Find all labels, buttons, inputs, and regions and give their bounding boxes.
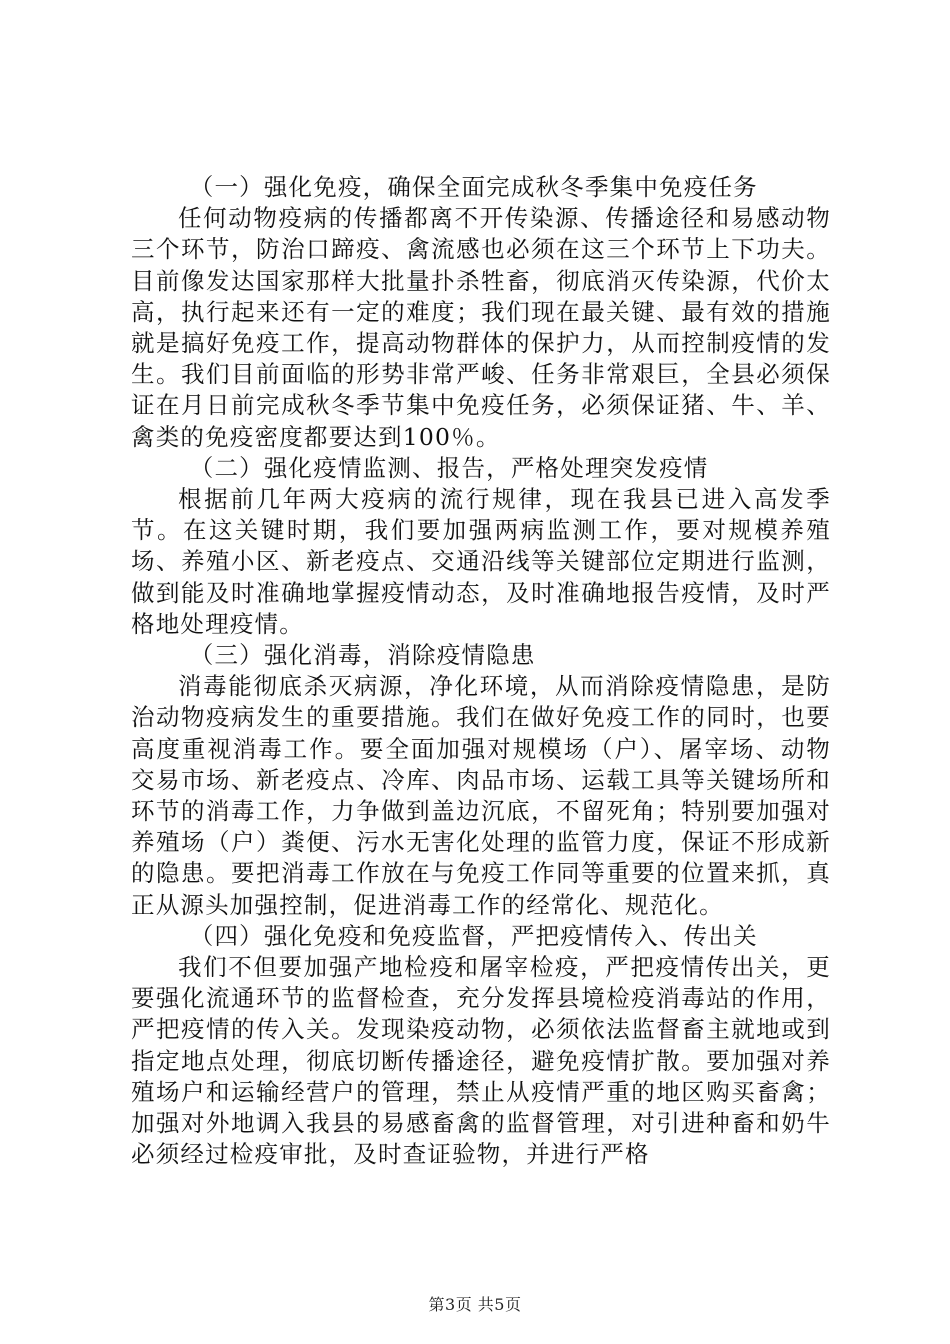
section-paragraph-3: 消毒能彻底杀灭病源，净化环境，从而消除疫情隐患，是防治动物疫病发生的重要措施。我们在做好免疫工作的同时，也要高度重视消毒工作。要全面加强对规模场（户）、屠宰场、动物交易市场、新老疫点、冷库、肉品市场、运载工具等关键场所和环节的消毒工作，力争做到盖边沉底，不留死角；特别要加强对养殖场（户）粪便、污水无害化处理的监管力度，保证不形成新的隐患。要把消毒工作放在与免疫工作同等重要的位置来抓，真正从源头加强控制，促进消毒工作的经常化、规范化。 (131, 672, 831, 919)
section-heading-1: （一）强化免疫，确保全面完成秋冬季集中免疫任务 (189, 173, 758, 201)
page-number-footer: 第3页 共5页 (428, 1295, 522, 1314)
section-paragraph-4: 我们不但要加强产地检疫和屠宰检疫，严把疫情传出关，更要强化流通环节的监督检查，充分发挥县境检疫消毒站的作用，严把疫情的传入关。发现染疫动物，必须依法监督畜主就地或到指定地点处理，彻底切断传播途径，避免疫情扩散。要加强对养殖场户和运输经营户的管理，禁止从疫情严重的地区购买畜禽；加强对外地调入我县的易感畜禽的监督管理，对引进种畜和奶牛必须经过检疫审批，及时查证验物，并进行严格 (131, 953, 831, 1169)
section-heading-4: （四）强化免疫和免疫监督，严把疫情传入、传出关 (189, 921, 758, 950)
section-paragraph-1: 任何动物疫病的传播都离不开传染源、传播途径和易感动物三个环节，防治口蹄疫、禽流感也必须在这三个环节上下功夫。目前像发达国家那样大批量扑杀牲畜，彻底消灭传染源，代价太高，执行起来还有一定的难度；我们现在最关键、最有效的措施就是搞好免疫工作，提高动物群体的保护力，从而控制疫情的发生。我们目前面临的形势非常严峻、任务非常艰巨，全县必须保证在月日前完成秋冬季节集中免疫任务，必须保证猪、牛、羊、禽类的免疫密度都要达到100％。 (131, 204, 831, 451)
section-paragraph-2: 根据前几年两大疫病的流行规律，现在我县已进入高发季节。在这关键时期，我们要加强两病监测工作，要对规模养殖场、养殖小区、新老疫点、交通沿线等关键部位定期进行监测，做到能及时准确地掌握疫情动态，及时准确地报告疫情，及时严格地处理疫情。 (131, 485, 831, 638)
document-body (131, 172, 831, 1171)
section-heading-2: （二）强化疫情监测、报告，严格处理突发疫情 (189, 453, 709, 482)
section-heading-3: （三）强化消毒，消除疫情隐患 (189, 641, 536, 670)
